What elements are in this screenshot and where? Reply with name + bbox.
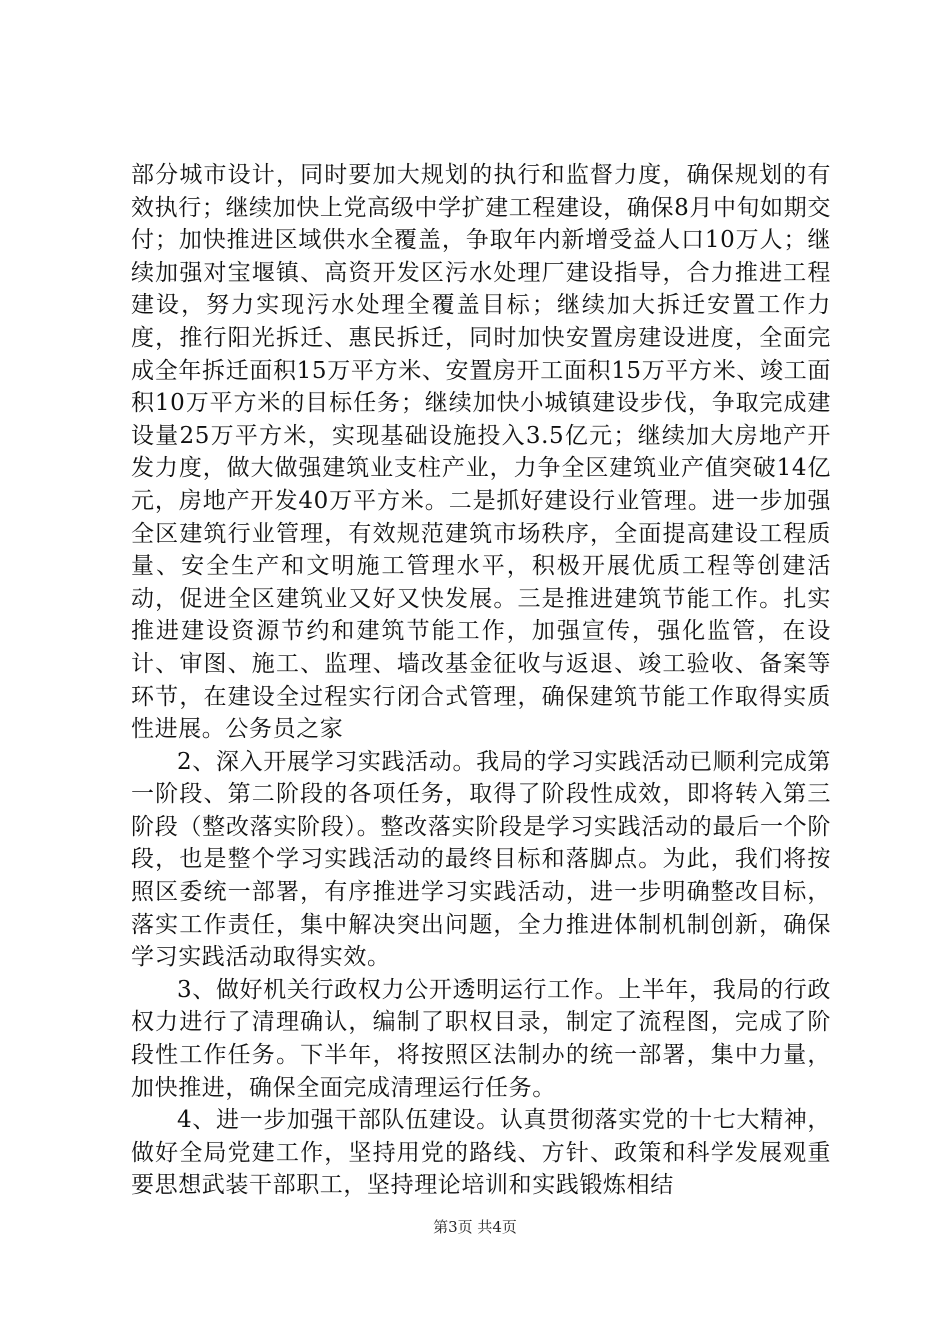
paragraph-2: 2、深入开展学习实践活动。我局的学习实践活动已顺利完成第一阶段、第二阶段的各项任务，取得了阶段性成效，即将转入第三阶段（整改落实阶段）。整改落实阶段是学习实践活动的最后一个阶段，也是整个学习实践活动的最终目标和落脚点。为此，我们将按照区委统一部署，有序推进学习实践活动，进一步明确整改目标，落实工作责任，集中解决突出问题，全力推进体制机制创新，确保学习实践活动取得实效。 — [131, 748, 831, 971]
paragraph-1: 部分城市设计，同时要加大规划的执行和监督力度，确保规划的有效执行；继续加快上党高级中学扩建工程建设，确保8月中旬如期交付；加快推进区域供水全覆盖，争取年内新增受益人口10万人；继续加强对宝堰镇、高资开发区污水处理厂建设指导，合力推进工程建设，努力实现污水处理全覆盖目标；继续加大拆迁安置工作力度，推行阳光拆迁、惠民拆迁，同时加快安置房建设进度，全面完成全年拆迁面积15万平方米、安置房开工面积15万平方米、竣工面积10万平方米的目标任务；继续加快小城镇建设步伐，争取完成建设量25万平方米，实现基础设施投入3.5亿元；继续加大房地产开发力度，做大做强建筑业支柱产业，力争全区建筑业产值突破14亿元，房地产开发40万平方米。二是抓好建设行业管理。进一步加强全区建筑行业管理，有效规范建筑市场秩序，全面提高建设工程质量、安全生产和文明施工管理水平，积极开展优质工程等创建活动，促进全区建筑业又好又快发展。三是推进建筑节能工作。扎实推进建设资源节约和建筑节能工作，加强宣传，强化监管，在设计、审图、施工、监理、墙改基金征收与返退、竣工验收、备案等环节，在建设全过程实行闭合式管理，确保建筑节能工作取得实质性进展。公务员之家 — [131, 162, 831, 743]
paragraph-3: 3、做好机关行政权力公开透明运行工作。上半年，我局的行政权力进行了清理确认，编制了职权目录，制定了流程图，完成了阶段性工作任务。下半年，将按照区法制办的统一部署，集中力量，加快推进，确保全面完成清理运行任务。 — [131, 976, 831, 1101]
page-footer: 第3页 共4页 — [433, 1218, 517, 1236]
document-body — [131, 159, 831, 1202]
paragraph-4: 4、进一步加强干部队伍建设。认真贯彻落实党的十七大精神，做好全局党建工作，坚持用党的路线、方针、政策和科学发展观重要思想武装干部职工，坚持理论培训和实践锻炼相结 — [131, 1107, 831, 1199]
